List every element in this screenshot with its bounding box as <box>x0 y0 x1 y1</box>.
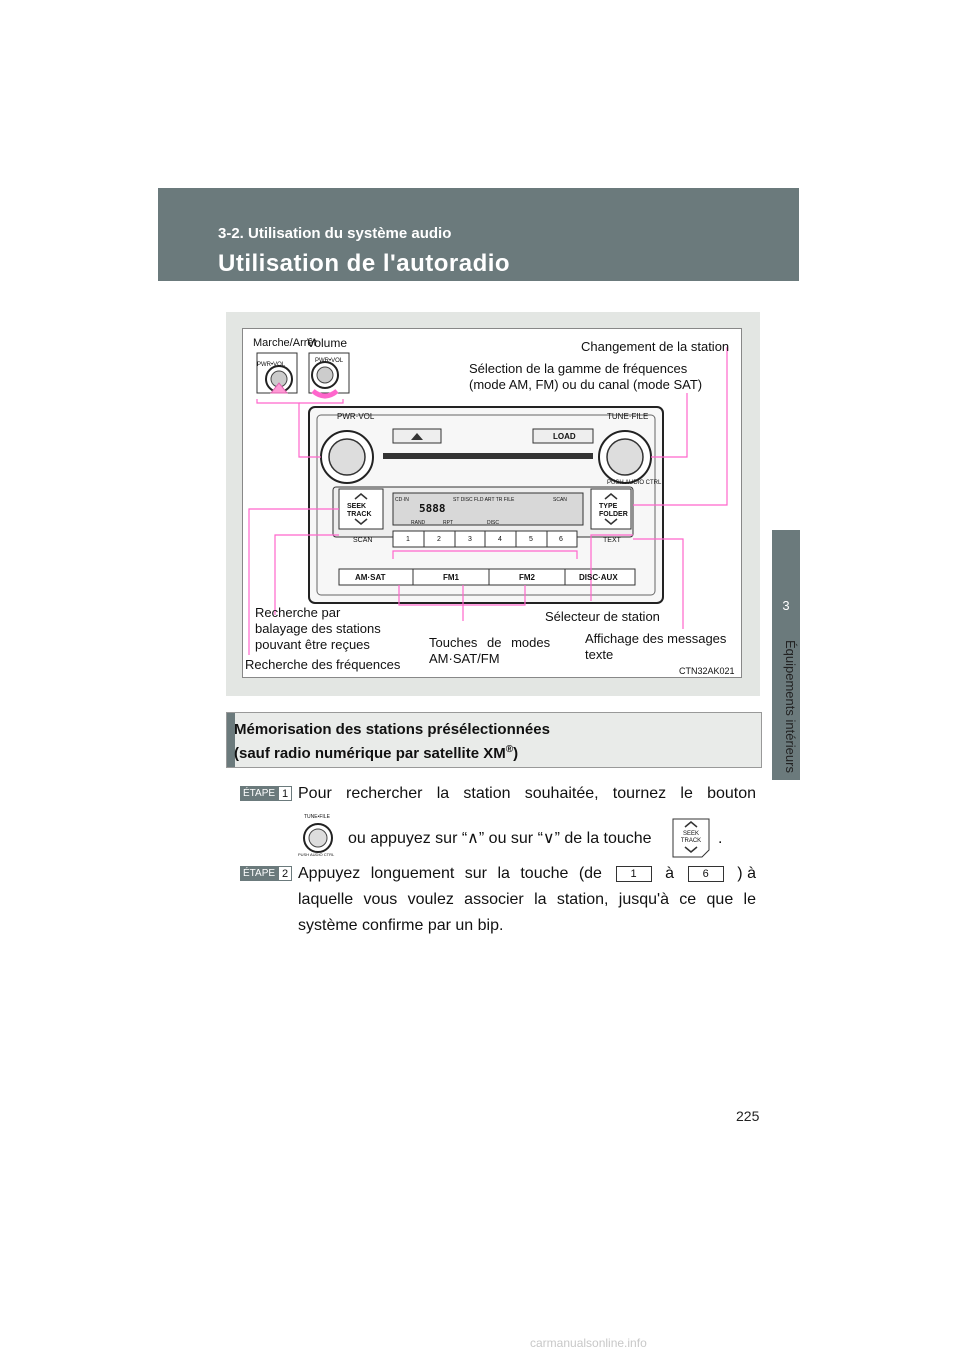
step-1-line2: ou appuyez sur “∧” ou sur “∨” de la touche <box>348 830 652 847</box>
label-mode-buttons-2: AM·SAT/FM <box>429 651 500 666</box>
watermark: carmanualsonline.info <box>530 1336 647 1350</box>
preset-key-6: 6 <box>688 866 724 882</box>
step-2-text-b: à <box>665 865 675 882</box>
mini-pwr-vol-1: PWR•VOL <box>257 362 286 368</box>
section-heading-line1: Mémorisation des stations présélectionnées <box>234 721 550 738</box>
figure-code: CTN32AK021 <box>679 666 735 676</box>
section-heading-line2-text: (sauf radio numérique par satellite XM <box>234 745 506 762</box>
label-band-select-2: (mode AM, FM) ou du canal (mode SAT) <box>469 377 703 392</box>
unit-display-rand: RAND <box>411 520 426 526</box>
step-1-tag: ÉTAPE <box>243 788 276 799</box>
step-2-badge <box>240 866 292 881</box>
unit-mode-fm2: FM2 <box>519 573 535 582</box>
unit-preset-5: 5 <box>529 536 533 543</box>
unit-display-disc: DISC <box>487 520 499 526</box>
label-scan-3: pouvant être reçues <box>255 637 370 652</box>
label-scan-2: balayage des stations <box>255 621 381 636</box>
unit-display-rpt: RPT <box>443 520 453 526</box>
chapter-label: Équipements intérieurs <box>783 640 798 773</box>
page-title: Utilisation de l'autoradio <box>218 250 511 277</box>
step-2-line3: système confirme par un bip. <box>298 917 504 934</box>
knob-label: TUNE•FILE <box>304 814 330 820</box>
step-1-line1: Pour rechercher la station souhaitée, tournez le bouton <box>298 785 756 802</box>
preset-buttons <box>393 531 577 547</box>
unit-text: TEXT <box>603 537 621 544</box>
section-heading <box>234 720 754 764</box>
unit-display-value: 5888 <box>419 502 446 515</box>
unit-mode-am-sat: AM·SAT <box>355 573 386 582</box>
page-number: 225 <box>736 1108 760 1124</box>
unit-load: LOAD <box>553 432 576 441</box>
unit-push-audio: PUSH AUDIO CTRL <box>607 480 662 486</box>
step-2-text-c: ) à <box>737 865 756 882</box>
unit-preset-6: 6 <box>559 536 563 543</box>
step-2-number: 2 <box>278 866 292 881</box>
step-2-line1 <box>298 861 756 887</box>
step-2-tag: ÉTAPE <box>243 868 276 879</box>
label-mode-buttons-1: Touches de modes <box>429 635 551 650</box>
unit-seek-track: SEEK TRACK <box>347 503 372 518</box>
label-text-display-1: Affichage des messages <box>585 631 727 646</box>
tune-file-knob-icon <box>296 814 340 858</box>
seek-track-key-label: SEEK TRACK <box>680 831 702 844</box>
label-station-change: Changement de la station <box>581 339 730 354</box>
label-volume: Volume <box>307 336 348 350</box>
step-1-badge <box>240 786 292 801</box>
section-label: 3-2. Utilisation du système audio <box>218 225 452 242</box>
unit-display-indicators: ST DISC FLD ART TR FILE <box>453 497 515 503</box>
step-2-text-a: Appuyez longuement sur la touche (de <box>298 865 602 882</box>
step-2-line2: laquelle vous voulez associer la station, jusqu'à ce que le <box>298 891 756 908</box>
unit-scan: SCAN <box>353 537 373 544</box>
label-station-selector: Sélecteur de station <box>545 609 660 624</box>
step-1-period: . <box>718 830 723 847</box>
unit-preset-1: 1 <box>406 536 410 543</box>
unit-pwr-vol: PWR·VOL <box>337 412 375 421</box>
radio-figure <box>242 328 742 678</box>
step-1-number: 1 <box>278 786 292 801</box>
seek-track-key-icon <box>672 818 710 858</box>
unit-tune-file: TUNE·FILE <box>607 412 649 421</box>
unit-display-cd: CD·IN <box>395 497 409 503</box>
unit-mode-disc-aux: DISC·AUX <box>579 573 618 582</box>
label-band-select-1: Sélection de la gamme de fréquences <box>469 361 688 376</box>
unit-preset-3: 3 <box>468 536 472 543</box>
unit-preset-4: 4 <box>498 536 502 543</box>
unit-type-folder: TYPE FOLDER <box>599 503 628 518</box>
section-heading-close: ) <box>513 745 519 762</box>
unit-display-scan: SCAN <box>553 497 567 503</box>
label-power: Marche/Arrêt <box>253 337 317 349</box>
unit-preset-2: 2 <box>437 536 441 543</box>
registered-mark: ® <box>505 744 514 755</box>
mini-pwr-vol-2: PWR•VOL <box>315 358 344 364</box>
preset-key-1: 1 <box>616 866 652 882</box>
unit-mode-fm1: FM1 <box>443 573 459 582</box>
label-seek: Recherche des fréquences <box>245 657 401 672</box>
label-text-display-2: texte <box>585 647 614 662</box>
chapter-number: 3 <box>782 598 790 613</box>
section-heading-line2 <box>234 740 754 764</box>
knob-sub-label: PUSH AUDIO CTRL <box>298 852 335 857</box>
label-scan-1: Recherche par <box>255 605 341 620</box>
